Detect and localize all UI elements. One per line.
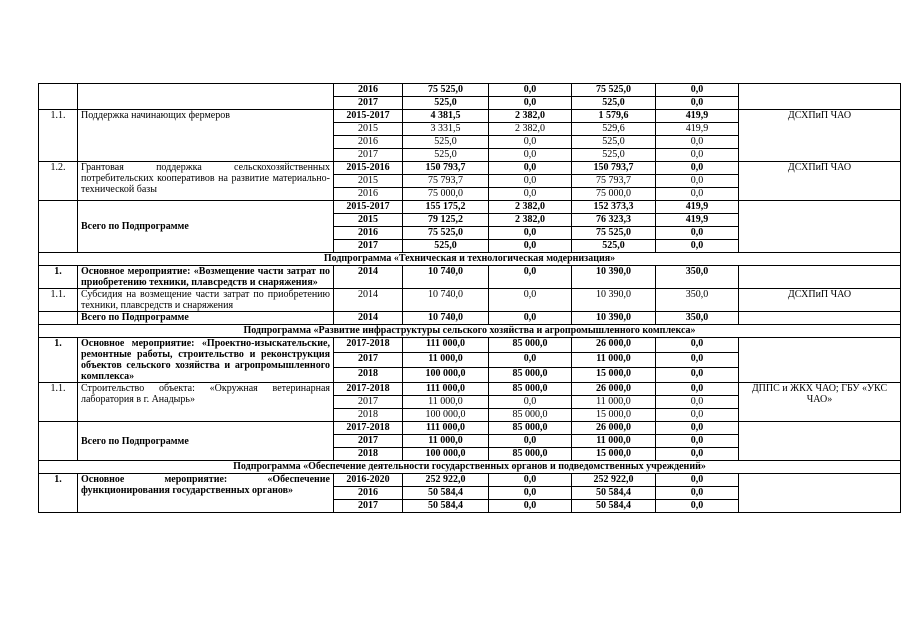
item-name: Субсидия на возмещение части затрат по приобретению техники, плавсредств и снаряжения: [78, 289, 334, 312]
year-cell: 2016: [334, 188, 403, 201]
responsible-cell: [739, 84, 901, 110]
regional-budget-cell: 50 584,4: [572, 500, 656, 513]
total-cell: 525,0: [403, 240, 489, 253]
total-cell: 75 793,7: [403, 175, 489, 188]
total-cell: 111 000,0: [403, 338, 489, 353]
regional-budget-cell: 76 323,3: [572, 214, 656, 227]
other-sources-cell: 0,0: [656, 84, 739, 97]
other-sources-cell: 0,0: [656, 162, 739, 175]
year-cell: 2014: [334, 266, 403, 289]
year-cell: 2017: [334, 149, 403, 162]
item-name: Основное мероприятие: «Возмещение части затрат по приобретению техники, плавсредств и снаряжения»: [78, 266, 334, 289]
total-cell: 4 381,5: [403, 110, 489, 123]
year-cell: 2015-2017: [334, 110, 403, 123]
item-number: 1.1.: [39, 383, 78, 422]
federal-budget-cell: 0,0: [489, 84, 572, 97]
regional-budget-cell: 75 525,0: [572, 227, 656, 240]
responsible-executor: [739, 422, 901, 461]
year-cell: 2017: [334, 396, 403, 409]
year-cell: 2017-2018: [334, 383, 403, 396]
year-cell: 2016: [334, 136, 403, 149]
federal-budget-cell: 85 000,0: [489, 368, 572, 383]
responsible-executor: ДСХПиП ЧАО: [739, 110, 901, 162]
regional-budget-cell: 26 000,0: [572, 338, 656, 353]
federal-budget-cell: 0,0: [489, 396, 572, 409]
program-finance-table: [38, 83, 901, 513]
total-cell: 11 000,0: [403, 396, 489, 409]
table-row: [39, 289, 901, 312]
other-sources-cell: 0,0: [656, 422, 739, 435]
subprogram-header-row: [39, 461, 901, 474]
year-cell: 2014: [334, 312, 403, 325]
regional-budget-cell: 50 584,4: [572, 487, 656, 500]
other-sources-cell: 0,0: [656, 136, 739, 149]
other-sources-cell: 0,0: [656, 487, 739, 500]
regional-budget-cell: 525,0: [572, 240, 656, 253]
regional-budget-cell: 525,0: [572, 136, 656, 149]
item-number: 1.1.: [39, 289, 78, 312]
other-sources-cell: 0,0: [656, 353, 739, 368]
responsible-executor: [739, 474, 901, 513]
total-cell: 525,0: [403, 149, 489, 162]
total-cell: 75 525,0: [403, 84, 489, 97]
regional-budget-cell: 26 000,0: [572, 422, 656, 435]
federal-budget-cell: 85 000,0: [489, 338, 572, 353]
responsible-executor: ДСХПиП ЧАО: [739, 289, 901, 312]
federal-budget-cell: 85 000,0: [489, 448, 572, 461]
federal-budget-cell: 0,0: [489, 175, 572, 188]
other-sources-cell: 0,0: [656, 97, 739, 110]
other-sources-cell: 0,0: [656, 474, 739, 487]
table-row: [39, 162, 901, 175]
other-sources-cell: 350,0: [656, 312, 739, 325]
responsible-executor: [739, 201, 901, 253]
total-cell: 50 584,4: [403, 500, 489, 513]
item-number: 1.2.: [39, 162, 78, 201]
other-sources-cell: 0,0: [656, 227, 739, 240]
table-row: [39, 422, 901, 435]
subprogram-title: Подпрограмма «Развитие инфраструктуры сельского хозяйства и агропромышленного комплекса»: [39, 325, 901, 338]
federal-budget-cell: 0,0: [489, 136, 572, 149]
item-name: Основное мероприятие: «Обеспечение функционирования государственных органов»: [78, 474, 334, 513]
other-sources-cell: 419,9: [656, 201, 739, 214]
federal-budget-cell: 0,0: [489, 162, 572, 175]
year-cell: 2015-2016: [334, 162, 403, 175]
total-cell: 10 740,0: [403, 266, 489, 289]
item-name: Строительство объекта: «Окружная ветеринарная лаборатория в г. Анадырь»: [78, 383, 334, 422]
federal-budget-cell: 2 382,0: [489, 201, 572, 214]
total-cell: 525,0: [403, 97, 489, 110]
responsible-executor: ДППС и ЖКХ ЧАО; ГБУ «УКС ЧАО»: [739, 383, 901, 422]
federal-budget-cell: 2 382,0: [489, 123, 572, 136]
year-cell: 2014: [334, 289, 403, 312]
subprogram-title: Подпрограмма «Обеспечение деятельности государственных органов и подведомственных учреждений»: [39, 461, 901, 474]
table-row: [39, 84, 901, 97]
federal-budget-cell: 0,0: [489, 227, 572, 240]
subprogram-title: Подпрограмма «Техническая и технологическая модернизация»: [39, 253, 901, 266]
federal-budget-cell: 0,0: [489, 487, 572, 500]
responsible-executor: [739, 312, 901, 325]
year-cell: 2018: [334, 368, 403, 383]
name-cell: [78, 84, 334, 110]
other-sources-cell: 350,0: [656, 289, 739, 312]
regional-budget-cell: 15 000,0: [572, 368, 656, 383]
other-sources-cell: 0,0: [656, 500, 739, 513]
table-row: [39, 266, 901, 289]
total-cell: 79 125,2: [403, 214, 489, 227]
regional-budget-cell: 75 793,7: [572, 175, 656, 188]
total-cell: 100 000,0: [403, 409, 489, 422]
responsible-executor: [739, 338, 901, 383]
table-row: [39, 383, 901, 396]
regional-budget-cell: 15 000,0: [572, 409, 656, 422]
other-sources-cell: 0,0: [656, 368, 739, 383]
year-cell: 2017-2018: [334, 422, 403, 435]
subprogram-header-row: [39, 325, 901, 338]
total-cell: 10 740,0: [403, 312, 489, 325]
year-cell: 2018: [334, 448, 403, 461]
other-sources-cell: 0,0: [656, 396, 739, 409]
total-cell: 3 331,5: [403, 123, 489, 136]
regional-budget-cell: 252 922,0: [572, 474, 656, 487]
total-cell: 252 922,0: [403, 474, 489, 487]
year-cell: 2016: [334, 84, 403, 97]
regional-budget-cell: 10 390,0: [572, 289, 656, 312]
other-sources-cell: 350,0: [656, 266, 739, 289]
year-cell: 2015-2017: [334, 201, 403, 214]
total-cell: 11 000,0: [403, 435, 489, 448]
year-cell: 2017: [334, 353, 403, 368]
year-cell: 2018: [334, 409, 403, 422]
regional-budget-cell: 26 000,0: [572, 383, 656, 396]
year-cell: 2016-2020: [334, 474, 403, 487]
total-cell: 111 000,0: [403, 422, 489, 435]
year-cell: 2016: [334, 227, 403, 240]
regional-budget-cell: 1 579,6: [572, 110, 656, 123]
total-cell: 75 000,0: [403, 188, 489, 201]
other-sources-cell: 419,9: [656, 123, 739, 136]
federal-budget-cell: 0,0: [489, 474, 572, 487]
table-row: [39, 312, 901, 325]
federal-budget-cell: 85 000,0: [489, 409, 572, 422]
item-name: Всего по Подпрограмме: [78, 312, 334, 325]
regional-budget-cell: 529,6: [572, 123, 656, 136]
year-cell: 2015: [334, 123, 403, 136]
regional-budget-cell: 75 525,0: [572, 84, 656, 97]
federal-budget-cell: 0,0: [489, 97, 572, 110]
total-cell: 150 793,7: [403, 162, 489, 175]
other-sources-cell: 419,9: [656, 110, 739, 123]
item-name: Поддержка начинающих фермеров: [78, 110, 334, 162]
regional-budget-cell: 11 000,0: [572, 435, 656, 448]
total-cell: 100 000,0: [403, 448, 489, 461]
federal-budget-cell: 0,0: [489, 289, 572, 312]
regional-budget-cell: 150 793,7: [572, 162, 656, 175]
other-sources-cell: 0,0: [656, 338, 739, 353]
federal-budget-cell: 0,0: [489, 500, 572, 513]
item-name: Грантовая поддержка сельскохозяйственных потребительских кооперативов на развитие материально-технической базы: [78, 162, 334, 201]
federal-budget-cell: 0,0: [489, 435, 572, 448]
other-sources-cell: 0,0: [656, 435, 739, 448]
regional-budget-cell: 10 390,0: [572, 312, 656, 325]
item-name: Основное мероприятие: «Проектно-изыскательские, ремонтные работы, строительство и реконструкция объектов сельского хозяйства и агропромышленного комплекса»: [78, 338, 334, 383]
federal-budget-cell: 85 000,0: [489, 422, 572, 435]
responsible-executor: ДСХПиП ЧАО: [739, 162, 901, 201]
other-sources-cell: 0,0: [656, 175, 739, 188]
total-cell: 11 000,0: [403, 353, 489, 368]
federal-budget-cell: 85 000,0: [489, 383, 572, 396]
total-cell: 50 584,4: [403, 487, 489, 500]
item-number: [39, 312, 78, 325]
regional-budget-cell: 525,0: [572, 97, 656, 110]
federal-budget-cell: 0,0: [489, 353, 572, 368]
regional-budget-cell: 11 000,0: [572, 396, 656, 409]
other-sources-cell: 0,0: [656, 409, 739, 422]
year-cell: 2017-2018: [334, 338, 403, 353]
item-number: [39, 422, 78, 461]
other-sources-cell: 0,0: [656, 240, 739, 253]
item-number: 1.: [39, 338, 78, 383]
regional-budget-cell: 75 000,0: [572, 188, 656, 201]
year-cell: 2017: [334, 240, 403, 253]
total-cell: 155 175,2: [403, 201, 489, 214]
federal-budget-cell: 0,0: [489, 149, 572, 162]
federal-budget-cell: 0,0: [489, 266, 572, 289]
year-cell: 2016: [334, 487, 403, 500]
federal-budget-cell: 0,0: [489, 188, 572, 201]
item-number: 1.: [39, 266, 78, 289]
item-number: 1.1.: [39, 110, 78, 162]
responsible-executor: [739, 266, 901, 289]
other-sources-cell: 0,0: [656, 188, 739, 201]
total-cell: 100 000,0: [403, 368, 489, 383]
regional-budget-cell: 15 000,0: [572, 448, 656, 461]
regional-budget-cell: 525,0: [572, 149, 656, 162]
other-sources-cell: 0,0: [656, 448, 739, 461]
year-cell: 2017: [334, 500, 403, 513]
subprogram-header-row: [39, 253, 901, 266]
regional-budget-cell: 10 390,0: [572, 266, 656, 289]
table-row: [39, 201, 901, 214]
federal-budget-cell: 0,0: [489, 312, 572, 325]
federal-budget-cell: 2 382,0: [489, 110, 572, 123]
year-cell: 2017: [334, 97, 403, 110]
table-row: [39, 338, 901, 353]
item-name: Всего по Подпрограмме: [78, 201, 334, 253]
year-cell: 2015: [334, 175, 403, 188]
total-cell: 75 525,0: [403, 227, 489, 240]
table-row: [39, 110, 901, 123]
item-number: [39, 201, 78, 253]
federal-budget-cell: 2 382,0: [489, 214, 572, 227]
other-sources-cell: 0,0: [656, 149, 739, 162]
total-cell: 525,0: [403, 136, 489, 149]
year-cell: 2017: [334, 435, 403, 448]
item-name: Всего по Подпрограмме: [78, 422, 334, 461]
federal-budget-cell: 0,0: [489, 240, 572, 253]
other-sources-cell: 419,9: [656, 214, 739, 227]
year-cell: 2015: [334, 214, 403, 227]
item-number: 1.: [39, 474, 78, 513]
table-row: [39, 474, 901, 487]
total-cell: 10 740,0: [403, 289, 489, 312]
regional-budget-cell: 152 373,3: [572, 201, 656, 214]
other-sources-cell: 0,0: [656, 383, 739, 396]
regional-budget-cell: 11 000,0: [572, 353, 656, 368]
number-cell: [39, 84, 78, 110]
total-cell: 111 000,0: [403, 383, 489, 396]
